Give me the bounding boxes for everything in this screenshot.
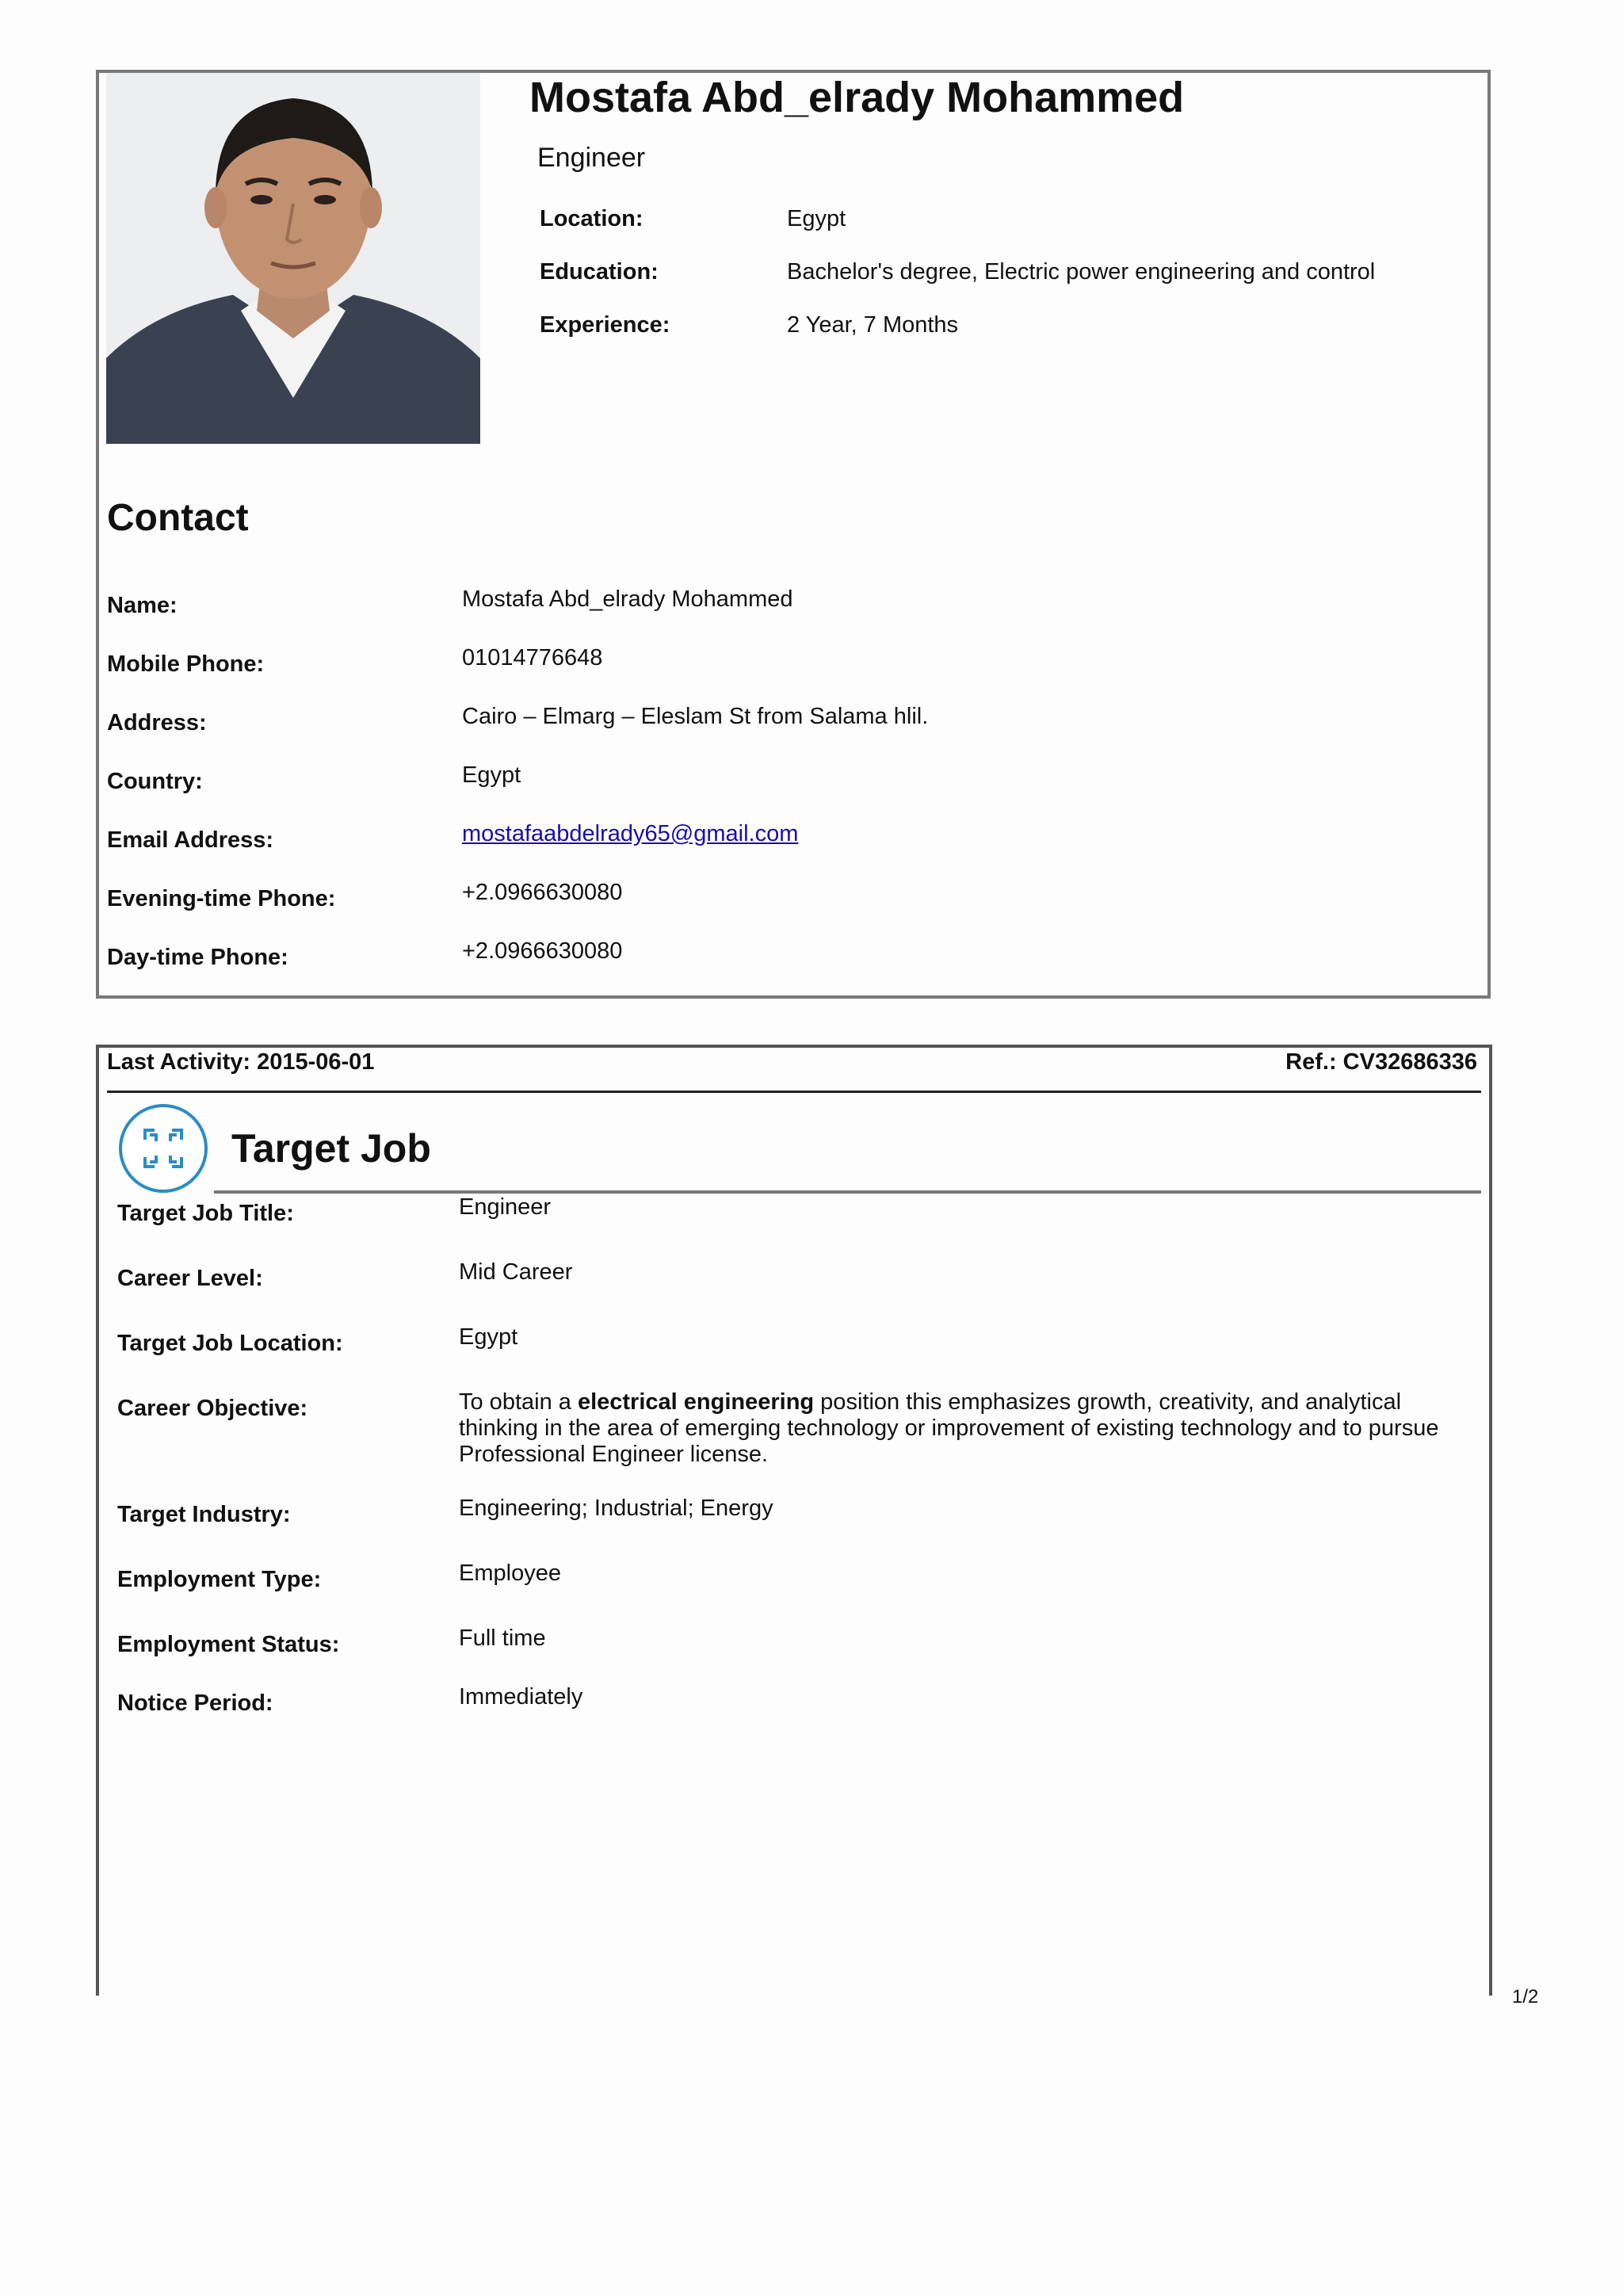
contact-name-label: Name: (107, 593, 178, 618)
page-number: 1/2 (1512, 1986, 1539, 2008)
target-industry-value: Engineering; Industrial; Energy (459, 1496, 773, 1521)
career-level-value: Mid Career (459, 1259, 573, 1285)
location-value: Egypt (787, 206, 846, 231)
employment-status-value: Full time (459, 1626, 546, 1651)
education-value: Bachelor's degree, Electric power engineering and control (787, 259, 1376, 285)
career-objective-text-end: position this emphasizes growth, creativity, and analytical thinking in the area of emerging technology or improvement of existing technology and to pursue Professional Engineer license. (459, 1389, 1439, 1467)
daytime-phone-value: +2.0966630080 (462, 938, 623, 964)
address-label: Address: (107, 710, 207, 735)
contact-heading: Contact (107, 497, 249, 539)
divider (107, 1091, 1481, 1093)
target-job-location-label: Target Job Location: (117, 1331, 343, 1356)
target-icon (116, 1102, 210, 1195)
reference-number: Ref.: CV32686336 (1285, 1049, 1477, 1075)
target-job-title-label: Target Job Title: (117, 1201, 294, 1226)
email-label: Email Address: (107, 827, 274, 853)
career-level-label: Career Level: (117, 1266, 263, 1291)
target-job-heading: Target Job (231, 1126, 431, 1171)
employment-status-label: Employment Status: (117, 1632, 340, 1657)
target-job-card (96, 1045, 1492, 1996)
profile-title: Engineer (537, 143, 646, 173)
target-industry-label: Target Industry: (117, 1502, 291, 1527)
employment-type-label: Employment Type: (117, 1567, 322, 1592)
evening-phone-value: +2.0966630080 (462, 880, 623, 905)
divider (214, 1190, 1481, 1194)
career-objective-label: Career Objective: (117, 1396, 308, 1421)
experience-label: Experience: (540, 312, 670, 338)
career-objective-text-start: To obtain a (459, 1389, 578, 1415)
target-job-title-value: Engineer (459, 1194, 552, 1220)
location-label: Location: (540, 206, 643, 231)
experience-value: 2 Year, 7 Months (787, 312, 959, 338)
country-value: Egypt (462, 762, 521, 788)
profile-name: Mostafa Abd_elrady Mohammed (529, 74, 1185, 121)
last-activity: Last Activity: 2015-06-01 (107, 1049, 375, 1075)
daytime-phone-label: Day-time Phone: (107, 945, 288, 970)
employment-type-value: Employee (459, 1561, 561, 1586)
notice-period-label: Notice Period: (117, 1690, 273, 1716)
mobile-phone-label: Mobile Phone: (107, 651, 265, 677)
notice-period-value: Immediately (459, 1684, 583, 1710)
country-label: Country: (107, 769, 203, 794)
career-objective-value (459, 1389, 1473, 1468)
mobile-phone-value: 01014776648 (462, 645, 603, 670)
email-link[interactable]: mostafaabdelrady65@gmail.com (462, 821, 799, 846)
address-value: Cairo – Elmarg – Eleslam St from Salama hlil. (462, 704, 929, 729)
career-objective-emphasis: electrical engineering (577, 1389, 815, 1415)
evening-phone-label: Evening-time Phone: (107, 886, 336, 911)
education-label: Education: (540, 259, 659, 285)
profile-photo (106, 73, 480, 444)
target-job-location-value: Egypt (459, 1324, 518, 1350)
contact-name-value: Mostafa Abd_elrady Mohammed (462, 586, 793, 612)
